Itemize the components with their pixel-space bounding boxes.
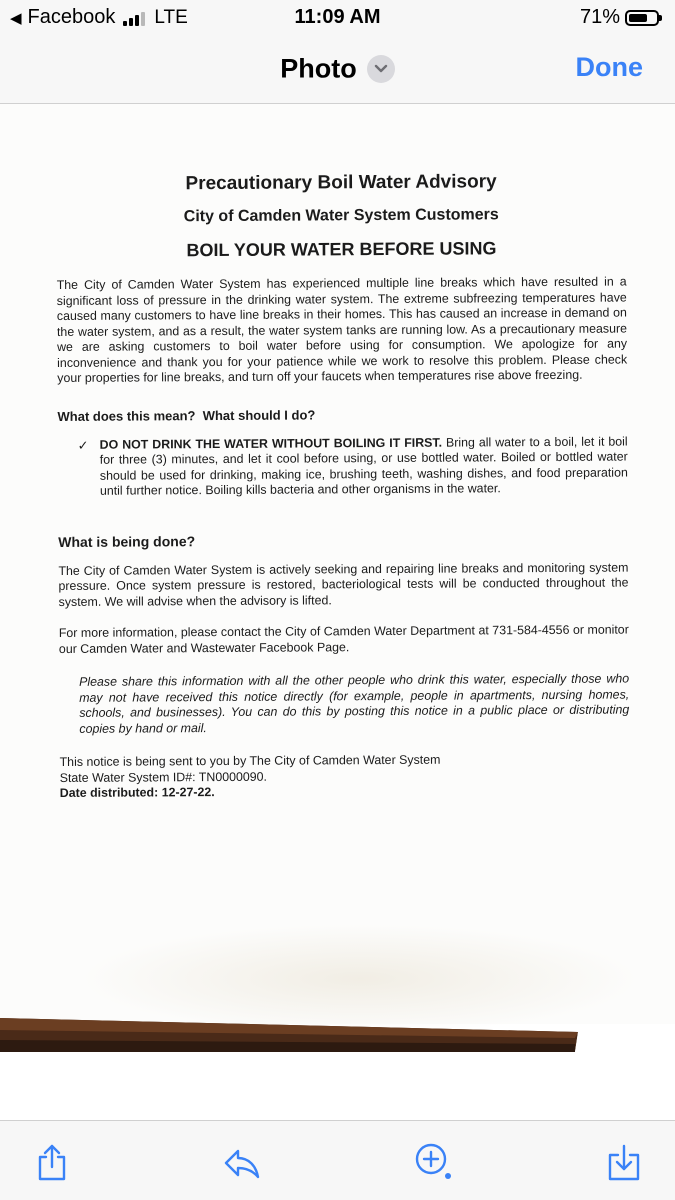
share-paragraph: Please share this information with all the other people who drink this water, especially those who may not have received this notice directly (for example, people in apartments, nursing homes, schools, and businesses). You can do this by posting this notice in a public place or distributing copies by hand or mail. (79, 671, 630, 736)
instruction-bullet (78, 434, 628, 499)
instruction-details: Bring all water to a boil, let it boil for three (3) minutes, and let it cool before using, or use bottled water. Boiled or bottled water should be used for drinking, making ice, brushing teeth, washing dishes, and food preparation until further notice. Boiling kills bacteria and other organisms in the water. (99, 434, 628, 498)
checkmark-icon: ✓ (77, 437, 89, 453)
status-time: 11:09 AM (294, 6, 381, 28)
desk-surface (0, 1010, 675, 1052)
bottom-toolbar (0, 1120, 675, 1200)
instruction-warning: DO NOT DRINK THE WATER WITHOUT BOILING IT FIRST. (99, 435, 443, 452)
advisory-title: Precautionary Boil Water Advisory (185, 171, 497, 195)
intro-paragraph: The City of Camden Water System has experienced multiple line breaks which have resulted in a significant loss of pressure in the drinking water system. The extreme subfreezing temperatures have caused many customers to have line breaks in their homes. This has caused an increase in demand on the water system, and as a result, the water system tanks are running low. As a precautionary measure we are asking customers to boil water before using for consumption. We apologize for any inconvenience and thank you for your patience while we work to resolve this problem. Please check your properties for line breaks, and turn off your faucets when temperatures rise above freezing. (56, 274, 628, 385)
advisory-document (56, 171, 630, 802)
share-icon (34, 1143, 70, 1183)
page-title: Photo (280, 53, 357, 84)
what-is-being-done-heading: What is being done? (58, 532, 196, 550)
save-button[interactable] (606, 1143, 642, 1183)
save-icon (606, 1143, 642, 1183)
reply-button[interactable] (222, 1143, 262, 1183)
battery-icon (625, 10, 659, 26)
zoom-button[interactable] (412, 1143, 454, 1183)
zoom-in-icon (412, 1143, 454, 1185)
battery-percent: 71% (579, 6, 620, 28)
back-arrow-icon: ◀ (10, 9, 22, 27)
share-button[interactable] (34, 1143, 70, 1183)
photo-title-menu[interactable] (0, 52, 675, 84)
advisory-subtitle: City of Camden Water System Customers (183, 206, 499, 226)
network-type: LTE (154, 6, 188, 28)
done-button[interactable]: Done (575, 52, 643, 82)
sent-by-line: This notice is being sent to you by The City of Camden Water System (59, 752, 441, 769)
status-bar (0, 0, 675, 36)
instruction-text (100, 434, 628, 499)
contact-paragraph: For more information, please contact the City of Camden Water Department at 731-584-4556 or monitor our Camden Water and Wastewater Facebook Page. (58, 622, 629, 656)
reply-icon (222, 1143, 262, 1183)
system-id-line: State Water System ID#: TN0000090. (59, 769, 268, 785)
advisory-headline: BOIL YOUR WATER BEFORE USING (186, 238, 497, 261)
battery-status (580, 6, 659, 29)
photo-viewer[interactable] (0, 104, 675, 1120)
chevron-down-icon[interactable] (367, 55, 395, 83)
navigation-bar (0, 36, 675, 104)
question-1: What does this mean? (57, 407, 196, 424)
question-2: What should I do? (202, 406, 316, 423)
actions-paragraph: The City of Camden Water System is actively seeking and repairing line breaks and monitoring system pressure. Once system pressure is restored, bacteriological tests will be conducted throughout the system. We will advise when the advisory is lifted. (58, 560, 629, 609)
back-app-label: Facebook (27, 6, 116, 28)
date-distributed-line: Date distributed: 12-27-22. (59, 785, 215, 800)
what-does-this-mean-heading (57, 405, 627, 423)
